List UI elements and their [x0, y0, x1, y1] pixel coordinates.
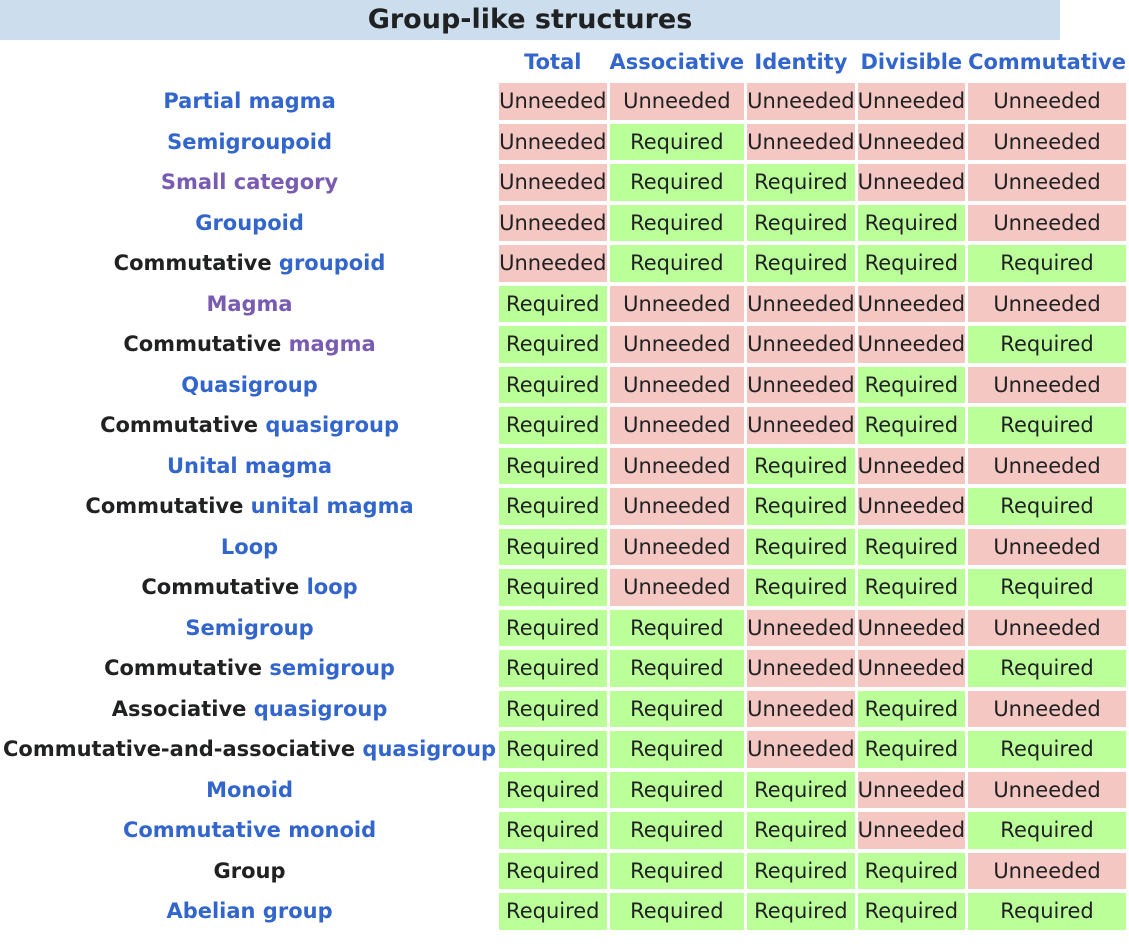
cell-associative: Unneeded [610, 284, 745, 325]
cell-identity: Unneeded [747, 365, 854, 406]
cell-divisible: Unneeded [858, 608, 965, 649]
row-header-link[interactable]: groupoid [278, 251, 386, 276]
cell-commutative: Unneeded [968, 608, 1126, 649]
cell-identity: Required [747, 203, 854, 244]
cell-total: Required [499, 527, 606, 568]
table-row [3, 486, 1126, 527]
cell-identity: Required [747, 243, 854, 284]
table-row [3, 203, 1126, 244]
column-header-divisible[interactable]: Divisible [860, 50, 963, 74]
cell-divisible: Required [858, 405, 965, 446]
table-title: Group-like structures [0, 0, 1060, 40]
cell-divisible: Unneeded [858, 446, 965, 487]
row-header [3, 891, 496, 932]
row-header-link[interactable]: loop [306, 575, 358, 600]
cell-total: Required [499, 810, 606, 851]
cell-associative: Required [610, 122, 745, 163]
row-header-prefix: Commutative-and-associative [3, 737, 363, 762]
cell-divisible: Unneeded [858, 770, 965, 811]
row-header [3, 284, 496, 325]
cell-total: Required [499, 729, 606, 770]
row-header [3, 567, 496, 608]
header-row [3, 43, 1126, 81]
cell-total: Unneeded [499, 243, 606, 284]
cell-commutative: Unneeded [968, 689, 1126, 730]
cell-identity: Required [747, 486, 854, 527]
cell-commutative: Required [968, 729, 1126, 770]
cell-total: Required [499, 486, 606, 527]
cell-associative: Unneeded [610, 486, 745, 527]
cell-divisible: Unneeded [858, 162, 965, 203]
cell-commutative: Required [968, 243, 1126, 284]
table-row [3, 689, 1126, 730]
cell-associative: Unneeded [610, 527, 745, 568]
cell-divisible: Required [858, 851, 965, 892]
cell-commutative: Required [968, 810, 1126, 851]
table-row [3, 527, 1126, 568]
row-header [3, 729, 496, 770]
cell-associative: Unneeded [610, 81, 745, 122]
cell-identity: Unneeded [747, 405, 854, 446]
cell-divisible: Unneeded [858, 81, 965, 122]
row-header-link[interactable]: Magma [206, 291, 293, 316]
cell-total: Unneeded [499, 81, 606, 122]
cell-commutative: Unneeded [968, 284, 1126, 325]
row-header-prefix: Commutative [123, 332, 289, 357]
row-header-prefix: Commutative [100, 413, 266, 438]
cell-commutative: Unneeded [968, 203, 1126, 244]
table-row [3, 851, 1126, 892]
row-header-prefix: Group [213, 858, 286, 883]
table-row [3, 162, 1126, 203]
table-row [3, 243, 1126, 284]
cell-identity: Required [747, 851, 854, 892]
cell-associative: Required [610, 203, 745, 244]
cell-identity: Unneeded [747, 284, 854, 325]
table-row [3, 324, 1126, 365]
cell-associative: Required [610, 891, 745, 932]
table-body [3, 81, 1126, 932]
cell-commutative: Unneeded [968, 162, 1126, 203]
row-header-link[interactable]: quasigroup [362, 737, 497, 762]
row-header-prefix: Commutative [85, 494, 251, 519]
cell-identity: Unneeded [747, 122, 854, 163]
cell-commutative: Required [968, 567, 1126, 608]
row-header-link[interactable]: Semigroupoid [167, 129, 332, 154]
row-header [3, 486, 496, 527]
column-header-commutative[interactable]: Commutative [968, 50, 1126, 74]
cell-total: Required [499, 648, 606, 689]
row-header [3, 405, 496, 446]
cell-associative: Required [610, 162, 745, 203]
cell-divisible: Unneeded [858, 122, 965, 163]
cell-divisible: Required [858, 203, 965, 244]
table-row [3, 122, 1126, 163]
row-header-link[interactable]: Commutative monoid [122, 818, 377, 843]
table-row [3, 405, 1126, 446]
cell-identity: Required [747, 891, 854, 932]
cell-associative: Required [610, 851, 745, 892]
row-header [3, 770, 496, 811]
row-header-link[interactable]: Unital magma [167, 453, 333, 478]
cell-divisible: Unneeded [858, 648, 965, 689]
row-header [3, 648, 496, 689]
table-row [3, 729, 1126, 770]
row-header-link[interactable]: Monoid [206, 777, 293, 802]
row-header [3, 243, 496, 284]
cell-total: Required [499, 891, 606, 932]
cell-total: Required [499, 608, 606, 649]
cell-associative: Required [610, 729, 745, 770]
row-header [3, 527, 496, 568]
cell-identity: Required [747, 810, 854, 851]
cell-identity: Unneeded [747, 648, 854, 689]
row-header-link[interactable]: Abelian group [166, 899, 333, 924]
cell-commutative: Unneeded [968, 527, 1126, 568]
cell-associative: Unneeded [610, 365, 745, 406]
cell-total: Required [499, 284, 606, 325]
table-row [3, 446, 1126, 487]
cell-associative: Unneeded [610, 405, 745, 446]
cell-divisible: Required [858, 567, 965, 608]
row-header-prefix: Commutative [104, 656, 270, 681]
row-header-prefix: Associative [111, 696, 254, 721]
cell-total: Unneeded [499, 122, 606, 163]
cell-associative: Unneeded [610, 446, 745, 487]
cell-commutative: Unneeded [968, 81, 1126, 122]
cell-identity: Unneeded [747, 689, 854, 730]
cell-identity: Required [747, 567, 854, 608]
cell-commutative: Unneeded [968, 446, 1126, 487]
row-header [3, 689, 496, 730]
column-header-identity[interactable]: Identity [754, 50, 848, 74]
cell-divisible: Required [858, 729, 965, 770]
cell-identity: Unneeded [747, 324, 854, 365]
cell-identity: Required [747, 527, 854, 568]
table-row [3, 81, 1126, 122]
table-row [3, 284, 1126, 325]
cell-associative: Required [610, 810, 745, 851]
column-header-associative[interactable]: Associative [609, 50, 745, 74]
cell-commutative: Unneeded [968, 122, 1126, 163]
row-header-link[interactable]: Quasigroup [181, 372, 318, 397]
table-row [3, 810, 1126, 851]
cell-total: Required [499, 446, 606, 487]
cell-total: Required [499, 365, 606, 406]
row-header-prefix: Commutative [141, 575, 307, 600]
cell-divisible: Required [858, 365, 965, 406]
row-header [3, 203, 496, 244]
cell-total: Required [499, 405, 606, 446]
cell-divisible: Required [858, 243, 965, 284]
cell-commutative: Unneeded [968, 851, 1126, 892]
row-header-link[interactable]: semigroup [269, 656, 395, 681]
row-header [3, 365, 496, 406]
row-header-link[interactable]: unital magma [250, 494, 414, 519]
cell-commutative: Required [968, 486, 1126, 527]
cell-associative: Unneeded [610, 324, 745, 365]
cell-commutative: Required [968, 324, 1126, 365]
cell-associative: Unneeded [610, 567, 745, 608]
cell-divisible: Unneeded [858, 486, 965, 527]
cell-commutative: Required [968, 891, 1126, 932]
cell-identity: Required [747, 770, 854, 811]
cell-associative: Required [610, 608, 745, 649]
table-row [3, 648, 1126, 689]
cell-associative: Required [610, 689, 745, 730]
cell-commutative: Required [968, 405, 1126, 446]
cell-identity: Unneeded [747, 608, 854, 649]
cell-total: Required [499, 324, 606, 365]
cell-commutative: Required [968, 648, 1126, 689]
cell-associative: Required [610, 770, 745, 811]
cell-total: Unneeded [499, 162, 606, 203]
cell-commutative: Unneeded [968, 770, 1126, 811]
cell-divisible: Unneeded [858, 810, 965, 851]
cell-associative: Required [610, 648, 745, 689]
cell-identity: Required [747, 446, 854, 487]
cell-divisible: Unneeded [858, 284, 965, 325]
row-header [3, 446, 496, 487]
row-header-link[interactable]: Small category [160, 170, 339, 195]
table-row [3, 770, 1126, 811]
row-header [3, 162, 496, 203]
cell-identity: Unneeded [747, 81, 854, 122]
cell-associative: Required [610, 243, 745, 284]
cell-divisible: Unneeded [858, 324, 965, 365]
row-header [3, 810, 496, 851]
table-row [3, 567, 1126, 608]
row-header [3, 851, 496, 892]
group-like-structures-table [0, 43, 1129, 932]
cell-identity: Required [747, 162, 854, 203]
table-row [3, 365, 1126, 406]
cell-identity: Unneeded [747, 729, 854, 770]
row-header-link[interactable]: quasigroup [253, 696, 388, 721]
row-header-link[interactable]: Partial magma [163, 89, 336, 114]
row-header [3, 122, 496, 163]
cell-total: Unneeded [499, 203, 606, 244]
row-header-prefix: Commutative [113, 251, 279, 276]
cell-divisible: Required [858, 891, 965, 932]
cell-divisible: Required [858, 689, 965, 730]
corner-cell [3, 43, 496, 81]
cell-divisible: Required [858, 527, 965, 568]
row-header [3, 608, 496, 649]
cell-total: Required [499, 567, 606, 608]
row-header [3, 81, 496, 122]
row-header-link[interactable]: Semigroup [185, 615, 314, 640]
cell-total: Required [499, 770, 606, 811]
row-header-link[interactable]: magma [288, 332, 376, 357]
cell-total: Required [499, 851, 606, 892]
row-header-link[interactable]: Loop [220, 534, 279, 559]
row-header-link[interactable]: Groupoid [195, 210, 304, 235]
row-header [3, 324, 496, 365]
cell-total: Required [499, 689, 606, 730]
table-row [3, 608, 1126, 649]
cell-commutative: Unneeded [968, 365, 1126, 406]
row-header-link[interactable]: quasigroup [265, 413, 399, 438]
column-header-total[interactable]: Total [524, 50, 582, 74]
table-row [3, 891, 1126, 932]
